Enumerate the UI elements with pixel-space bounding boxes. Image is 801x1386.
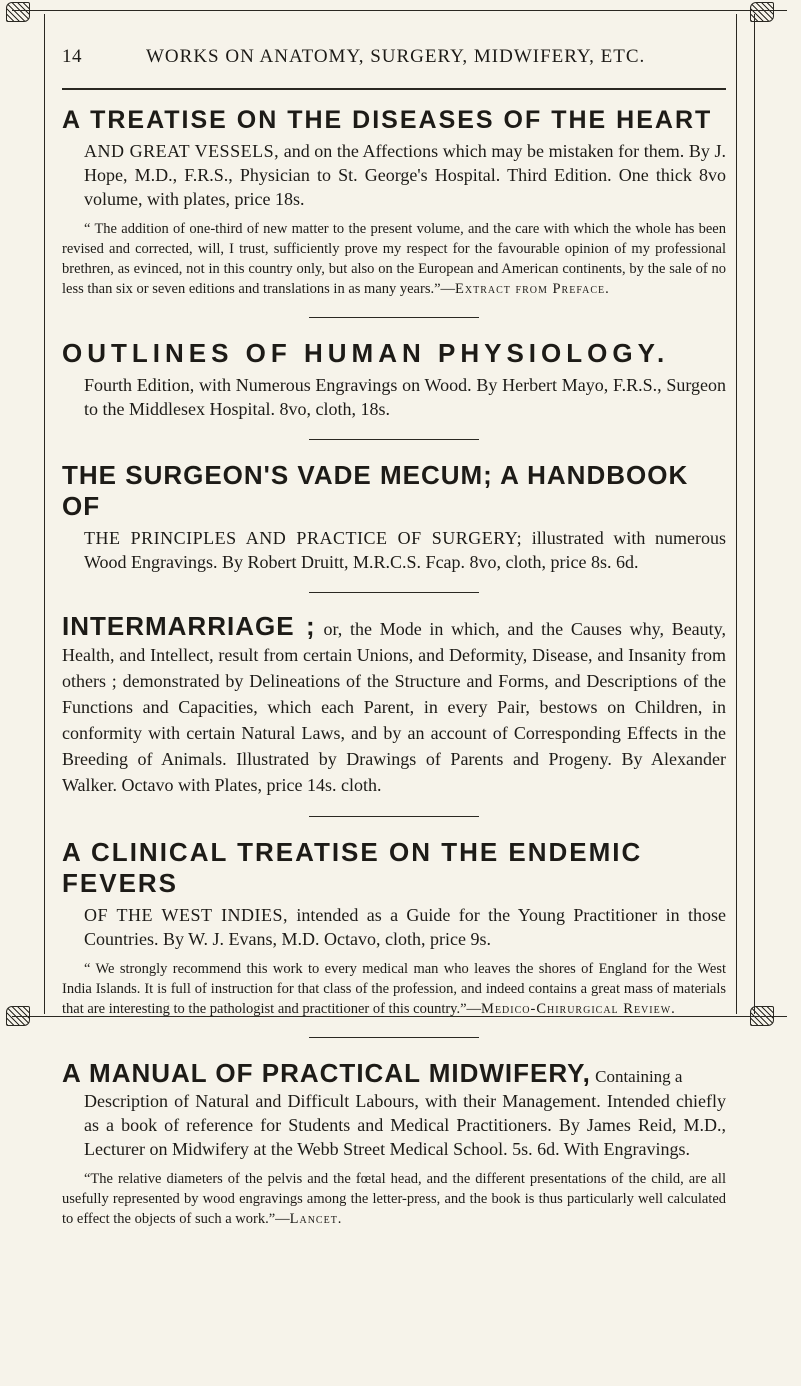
- advert-entry: [62, 460, 726, 574]
- section-divider: [309, 816, 479, 817]
- running-head: [62, 46, 722, 68]
- running-title: WORKS ON ANATOMY, SURGERY, MIDWIFERY, ETC.: [146, 46, 646, 67]
- entry-body: [84, 526, 726, 574]
- entry-body: [84, 373, 726, 421]
- corner-ornament-icon: [750, 1006, 774, 1026]
- entry-quote: [62, 219, 726, 299]
- corner-ornament-icon: [750, 2, 774, 22]
- entry-title: OUTLINES OF HUMAN PHYSIOLOGY.: [62, 338, 670, 368]
- entry-body-caps: AND GREAT VESSELS,: [84, 141, 280, 161]
- entry-body-text: or, the Mode in which, and the Causes why, Beauty, Health, and Intellect, result from certain Unions, and Deformity, Disease, and Insanity from others ; demonstrated by Delineations of the Structure and Forms, and Descriptions of the Functions and Capacities, which each Parent, in every Pair, bestows on Children, in conformity with certain Natural Laws, and by an account of Corresponding Effects in the Breeding of Animals. Illustrated by Drawings of Parents and Progeny. By Alexander Walker. Octavo with Plates, price 14s. cloth.: [62, 619, 727, 795]
- advert-entry: [62, 613, 726, 798]
- entry-title: INTERMARRIAGE ;: [62, 611, 316, 641]
- corner-ornament-icon: [6, 2, 30, 22]
- entry-quote-source: Extract from Preface.: [455, 281, 610, 297]
- entry-quote: [62, 1169, 726, 1229]
- entry-title-line: [62, 1058, 726, 1089]
- entry-title: THE SURGEON'S VADE MECUM; A HANDBOOK OF: [62, 460, 689, 521]
- corner-ornament-icon: [6, 1006, 30, 1026]
- section-divider: [309, 1037, 479, 1038]
- advert-entry: [62, 106, 726, 299]
- entry-quote: [62, 959, 726, 1019]
- entry-quote-text: “ We strongly recommend this work to every medical man who leaves the shores of England for the West India Islands. It is full of instruction for that class of the profession, and indeed contains a great mass of materials that are interesting to the pathologist and practitioner of this country.”—: [62, 961, 726, 1017]
- section-divider: [309, 317, 479, 318]
- entry-body-caps: OF THE WEST INDIES,: [84, 905, 289, 925]
- entry-body-text: illustrated with numerous Wood Engravings. By Robert Druitt, M.R.C.S. Fcap. 8vo, cloth, price 8s. 6d.: [84, 528, 726, 572]
- entry-title: A CLINICAL TREATISE ON THE ENDEMIC FEVERS: [62, 837, 643, 898]
- entry-quote-text: “The relative diameters of the pelvis and the fœtal head, and the different presentations of the child, are all usefully represented by wood engravings among the letter-press, and the book is thus particularly well calculated to effect the objects of such a work.”—: [62, 1171, 726, 1227]
- header-rule: [62, 88, 726, 90]
- entry-body-caps: THE PRINCIPLES AND PRACTICE OF SURGERY;: [84, 528, 523, 548]
- border-left-rule: [44, 14, 45, 1014]
- entry-body-text: Description of Natural and Difficult Labours, with their Management. Intended chiefly as a book of reference for Students and Medical Practitioners. By James Reid, M.D., Lecturer on Midwifery at the Webb Street Medical School. 5s. 6d. With Engravings.: [84, 1091, 726, 1159]
- entry-body-text: intended as a Guide for the Young Practitioner in those Countries. By W. J. Evans, M.D. Octavo, cloth, price 9s.: [84, 905, 726, 949]
- entry-body-text: and on the Affections which may be mistaken for them. By J. Hope, M.D., F.R.S., Physician to St. George's Hospital. Third Edition. One thick 8vo volume, with plates, price 18s.: [84, 141, 726, 209]
- section-divider: [309, 592, 479, 593]
- advert-entry: [62, 1058, 726, 1229]
- entry-title: A MANUAL OF PRACTICAL MIDWIFERY,: [62, 1058, 591, 1088]
- border-top-rule: [12, 10, 787, 11]
- entry-quote-text: “ The addition of one-third of new matter to the present volume, and the care with which the whole has been revised and corrected, will, I trust, sufficiently prove my respect for the favourable opinion of my professional brethren, as evinced, not in this country only, but also on the European and American continents, by the sale of no less than six or seven editions and translations in as many years.”—: [62, 221, 726, 297]
- border-outer-right-rule: [754, 14, 755, 1014]
- entry-title-tail: Containing a: [595, 1067, 683, 1086]
- section-divider: [309, 439, 479, 440]
- advert-entry: [62, 338, 726, 421]
- entry-body: [84, 139, 726, 211]
- entry-quote-source: Lancet.: [289, 1211, 343, 1227]
- entry-body-text: Fourth Edition, with Numerous Engravings on Wood. By Herbert Mayo, F.R.S., Surgeon to the Middlesex Hospital. 8vo, cloth, 18s.: [84, 375, 726, 419]
- entry-body: [84, 903, 726, 951]
- entry-quote-source: Medico-Chirurgical Review.: [481, 1001, 676, 1017]
- border-right-rule: [736, 14, 737, 1014]
- advert-entry: [62, 837, 726, 1019]
- entry-title: A TREATISE ON THE DISEASES OF THE HEART: [62, 106, 713, 134]
- page-number: 14: [62, 46, 82, 67]
- entry-body: [84, 1089, 726, 1161]
- advert-list: [62, 106, 726, 1229]
